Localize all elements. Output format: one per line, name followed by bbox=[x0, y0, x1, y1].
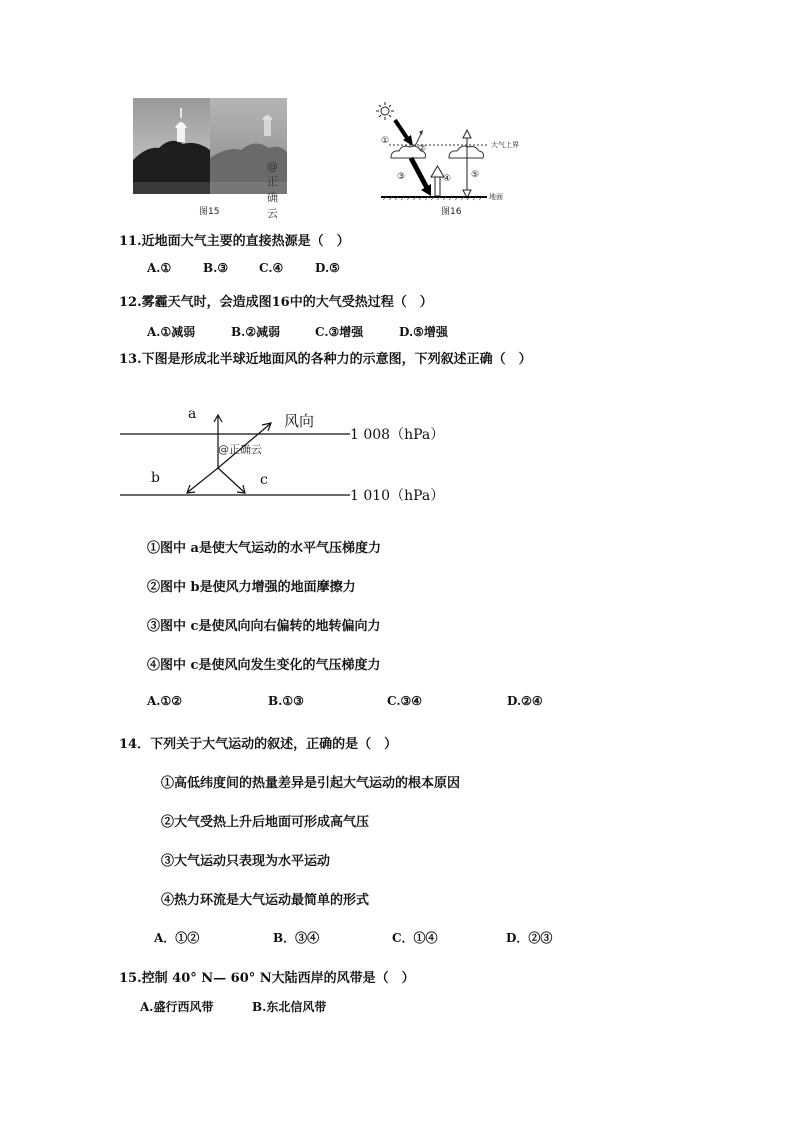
fig16-ground-label: 地面 bbox=[489, 193, 503, 201]
q14-statement-2: ②大气受热上升后地面可形成高气压 bbox=[161, 815, 370, 830]
question-12-stem: 12.雾霾天气时，会造成图16中的大气受热过程（ ） bbox=[119, 295, 433, 310]
question-15-stem: 15.控制 40° N— 60° N大陆西岸的风带是（ ） bbox=[119, 971, 415, 986]
q13-option-c[interactable]: C.③④ bbox=[387, 694, 423, 708]
diagram-watermark: @正确云 bbox=[218, 443, 262, 456]
fig16-label-1: ① bbox=[381, 136, 390, 146]
figure-15-caption: 图15 bbox=[199, 207, 220, 217]
q12-option-c[interactable]: C.③增强 bbox=[315, 325, 364, 339]
figure-16-caption: 图16 bbox=[441, 207, 462, 217]
q12-option-a[interactable]: A.①减弱 bbox=[147, 325, 196, 339]
isobar-1010-label: 1 010（hPa） bbox=[350, 488, 445, 504]
q14-statement-1: ①高低纬度间的热量差异是引起大气运动的根本原因 bbox=[161, 776, 461, 791]
wind-force-diagram bbox=[118, 404, 473, 512]
figure-15-watermark: @正确云 bbox=[267, 160, 278, 220]
q14-option-a[interactable]: A．①② bbox=[154, 931, 200, 945]
figure-16 bbox=[375, 100, 525, 202]
force-label-a: a bbox=[188, 406, 197, 422]
isobar-1008-label: 1 008（hPa） bbox=[350, 427, 445, 443]
fig16-label-5: ⑤ bbox=[471, 170, 480, 180]
fig16-label-2: ② bbox=[418, 144, 427, 154]
force-label-c: c bbox=[260, 472, 268, 488]
question-14-stem: 14．下列关于大气运动的叙述，正确的是（ ） bbox=[119, 737, 398, 752]
q12-option-b[interactable]: B.②减弱 bbox=[231, 325, 281, 339]
q11-option-a[interactable]: A.① bbox=[147, 261, 172, 275]
q15-option-a[interactable]: A.盛行西风带 bbox=[140, 1000, 214, 1014]
q15-option-b[interactable]: B.东北信风带 bbox=[252, 1000, 327, 1014]
q11-option-d[interactable]: D.⑤ bbox=[315, 261, 340, 275]
fig16-label-3: ③ bbox=[397, 172, 406, 182]
q14-statement-4: ④热力环流是大气运动最简单的形式 bbox=[161, 893, 370, 908]
q14-statement-3: ③大气运动只表现为水平运动 bbox=[161, 854, 331, 869]
q14-option-d[interactable]: D．②③ bbox=[506, 931, 553, 945]
q14-option-c[interactable]: C．①④ bbox=[392, 931, 438, 945]
q14-option-b[interactable]: B．③④ bbox=[273, 931, 320, 945]
question-13-stem: 13.下图是形成北半球近地面风的各种力的示意图，下列叙述正确（ ） bbox=[119, 352, 532, 367]
q13-option-b[interactable]: B.①③ bbox=[268, 694, 304, 708]
force-label-b: b bbox=[151, 470, 160, 486]
wind-direction-label: 风向 bbox=[284, 412, 315, 430]
q13-statement-3: ③图中 c是使风向向右偏转的地转偏向力 bbox=[147, 619, 381, 634]
q11-option-c[interactable]: C.④ bbox=[259, 261, 284, 275]
fig16-atmosphere-top-label: 大气上界 bbox=[491, 141, 519, 149]
figure-16-diagram bbox=[375, 100, 525, 202]
question-11-stem: 11.近地面大气主要的直接热源是（ ） bbox=[119, 234, 350, 249]
q12-option-d[interactable]: D.⑤增强 bbox=[399, 325, 448, 339]
q13-option-a[interactable]: A.①② bbox=[147, 694, 183, 708]
q13-statement-2: ②图中 b是使风力增强的地面摩擦力 bbox=[147, 580, 356, 595]
figure-15-photo bbox=[133, 98, 287, 194]
q13-option-d[interactable]: D.②④ bbox=[507, 694, 543, 708]
q11-option-b[interactable]: B.③ bbox=[203, 261, 229, 275]
sun-icon bbox=[376, 102, 394, 120]
fig16-label-4: ④ bbox=[443, 174, 452, 184]
q13-statement-1: ①图中 a是使大气运动的水平气压梯度力 bbox=[147, 541, 381, 556]
q13-statement-4: ④图中 c是使风向发生变化的气压梯度力 bbox=[147, 658, 381, 673]
